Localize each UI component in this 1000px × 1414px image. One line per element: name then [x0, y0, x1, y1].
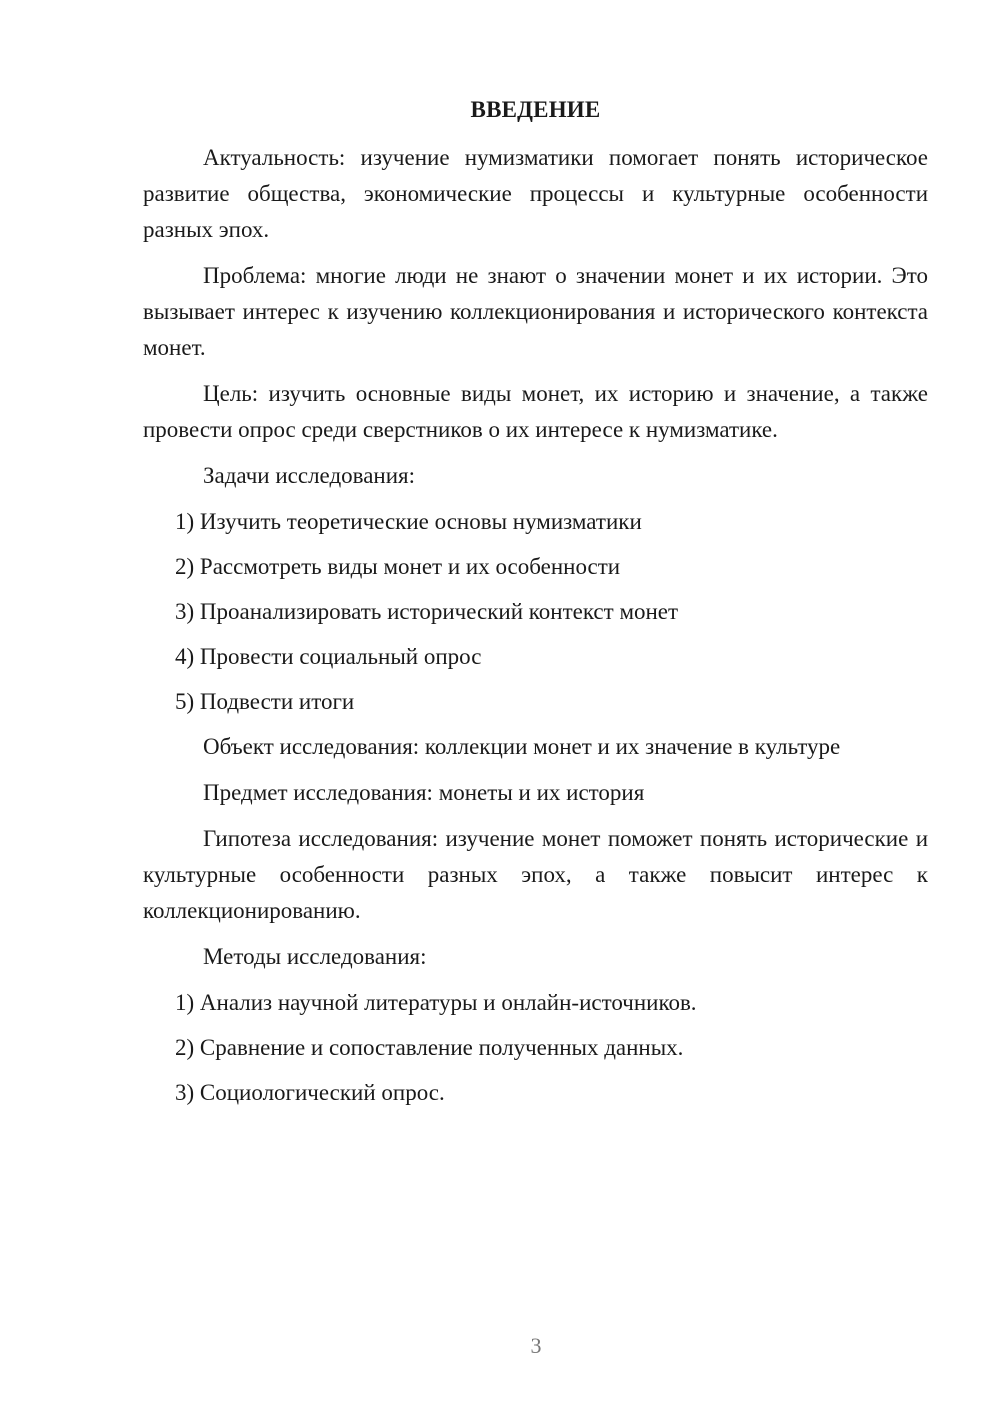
relevance-paragraph: Актуальность: изучение нумизматики помогает понять историческое развитие общества, экономические процессы и культурные особенности разных эпох.: [143, 145, 928, 242]
methods-list: [143, 985, 928, 1111]
section-title: ВВЕДЕНИЕ: [470, 97, 601, 122]
method-item: 3) Социологический опрос.: [175, 1080, 445, 1105]
methods-heading: Методы исследования:: [203, 944, 427, 969]
tasks-list: [143, 504, 928, 720]
hypothesis-paragraph: Гипотеза исследования: изучение монет поможет понять исторические и культурные особенности разных эпох, а также повысит интерес к коллекционированию.: [143, 826, 928, 923]
goal-paragraph: Цель: изучить основные виды монет, их историю и значение, а также провести опрос среди сверстников о их интересе к нумизматике.: [143, 381, 928, 442]
task-item: 2) Рассмотреть виды монет и их особенности: [175, 554, 621, 579]
page-content: [143, 92, 928, 1120]
method-item: 2) Сравнение и сопоставление полученных данных.: [175, 1035, 684, 1060]
task-item: 4) Провести социальный опрос: [175, 644, 482, 669]
task-item: 3) Проанализировать исторический контекст монет: [175, 599, 679, 624]
task-item: 1) Изучить теоретические основы нумизматики: [175, 509, 642, 534]
tasks-heading: Задачи исследования:: [203, 463, 416, 488]
method-item: 1) Анализ научной литературы и онлайн-источников.: [175, 990, 697, 1015]
page-number: 3: [530, 1333, 542, 1358]
object-paragraph: Объект исследования: коллекции монет и их значение в культуре: [203, 734, 841, 759]
subject-paragraph: Предмет исследования: монеты и их история: [203, 780, 645, 805]
problem-paragraph: Проблема: многие люди не знают о значении монет и их истории. Это вызывает интерес к изучению коллекционирования и исторического контекста монет.: [143, 263, 928, 360]
task-item: 5) Подвести итоги: [175, 689, 355, 714]
